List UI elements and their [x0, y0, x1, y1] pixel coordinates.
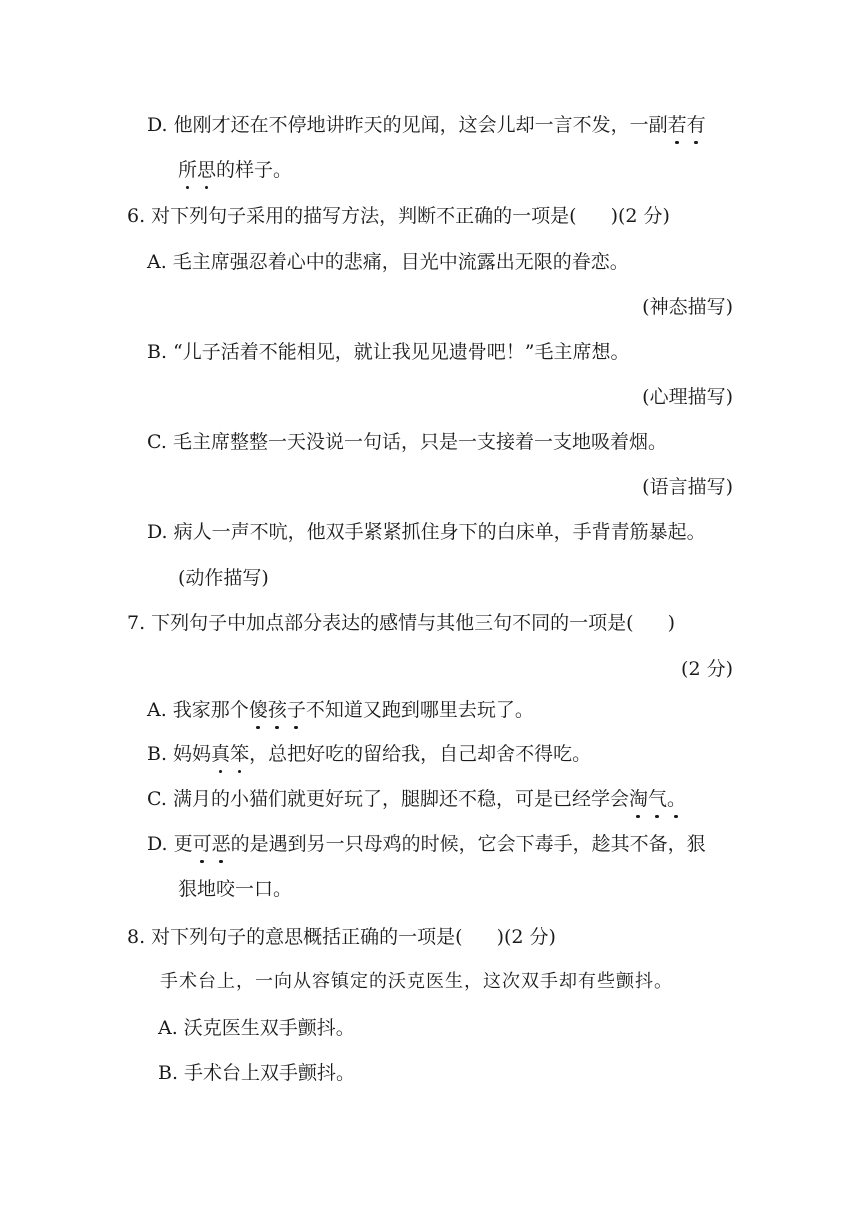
q8-stem-text: 8. 对下列句子的意思概括正确的一项是( — [127, 926, 463, 948]
emphasis-char: 真 — [211, 743, 231, 765]
q8-quoted-sentence: 手术台上，一向从容镇定的沃克医生，这次双手却有些颤抖。 — [160, 971, 673, 992]
q5-option-d-text: D. 他刚才还在不停地讲昨天的见闻，这会儿却一言不发，一副 — [147, 114, 668, 136]
q5-option-d-line2 — [178, 161, 292, 180]
q7-option-a — [147, 701, 534, 720]
q6-option-b: B. “儿子活着不能相见，就让我见见遗骨吧！”毛主席想。 — [147, 341, 630, 363]
q7-stem-text: 7. 下列句子中加点部分表达的感情与其他三句不同的一项是( — [127, 612, 634, 634]
q8-stem — [127, 928, 556, 947]
q7-option-a-text-end: 不知道又跑到哪里去玩了。 — [305, 699, 534, 721]
q6-option-a: A. 毛主席强忍着心中的悲痛，目光中流露出无限的眷恋。 — [147, 251, 629, 273]
q7-option-c — [147, 790, 686, 809]
q6-option-a-tag: (神态描写) — [642, 296, 733, 318]
q7-option-d-text: D. 更 — [147, 833, 193, 855]
q5-option-d-text-end: 的样子。 — [216, 159, 293, 181]
emphasis-char: 若 — [667, 114, 687, 136]
q7-option-c-text: C. 满月的小猫们就更好玩了，腿脚还不稳，可是已经学会 — [147, 788, 629, 810]
q7-option-d — [147, 835, 706, 854]
q7-option-d-text-end: 的是遇到另一只母鸡的时候，它会下毒手，趁其不备，狠 — [230, 833, 706, 855]
q6-score: )(2 分) — [610, 205, 670, 227]
emphasis-char: 孩 — [267, 699, 287, 721]
q7-stem — [127, 614, 675, 633]
q6-option-d-tag: (动作描写) — [178, 567, 269, 589]
emphasis-char: 淘 — [628, 788, 648, 810]
emphasis-char: 思 — [197, 159, 217, 181]
q6-option-c: C. 毛主席整整一天没说一句话，只是一支接着一支地吸着烟。 — [147, 431, 667, 453]
q7-paren-close: ) — [667, 612, 676, 634]
q6-option-c-tag: (语言描写) — [642, 476, 733, 498]
emphasis-char: 笨 — [230, 743, 250, 765]
emphasis-char: 。 — [666, 788, 686, 810]
emphasis-char: 恶 — [211, 833, 231, 855]
q7-option-b-text: B. 妈妈 — [147, 743, 212, 765]
emphasis-char: 傻 — [248, 699, 268, 721]
q7-option-d-line2: 狠地咬一口。 — [178, 878, 293, 900]
emphasis-char: 子 — [286, 699, 306, 721]
q7-score: (2 分) — [681, 658, 733, 680]
q5-option-d-line1 — [147, 116, 706, 135]
q7-option-b — [147, 745, 591, 764]
emphasis-char: 可 — [192, 833, 212, 855]
q8-option-b: B. 手术台上双手颤抖。 — [158, 1062, 356, 1084]
q8-score: )(2 分) — [496, 926, 556, 948]
q6-option-b-tag: (心理描写) — [642, 386, 733, 408]
q6-stem — [127, 207, 670, 226]
q6-stem-text: 6. 对下列句子采用的描写方法，判断不正确的一项是( — [127, 205, 577, 227]
q7-option-b-text-end: ，总把好吃的留给我，自己却舍不得吃。 — [249, 743, 592, 765]
emphasis-char: 所 — [178, 159, 198, 181]
emphasis-char: 有 — [686, 114, 706, 136]
emphasis-char: 气 — [647, 788, 667, 810]
q8-option-a: A. 沃克医生双手颤抖。 — [158, 1017, 355, 1039]
q7-option-a-text: A. 我家那个 — [147, 699, 249, 721]
q6-option-d: D. 病人一声不吭，他双手紧紧抓住身下的白床单，手背青筋暴起。 — [147, 521, 706, 543]
